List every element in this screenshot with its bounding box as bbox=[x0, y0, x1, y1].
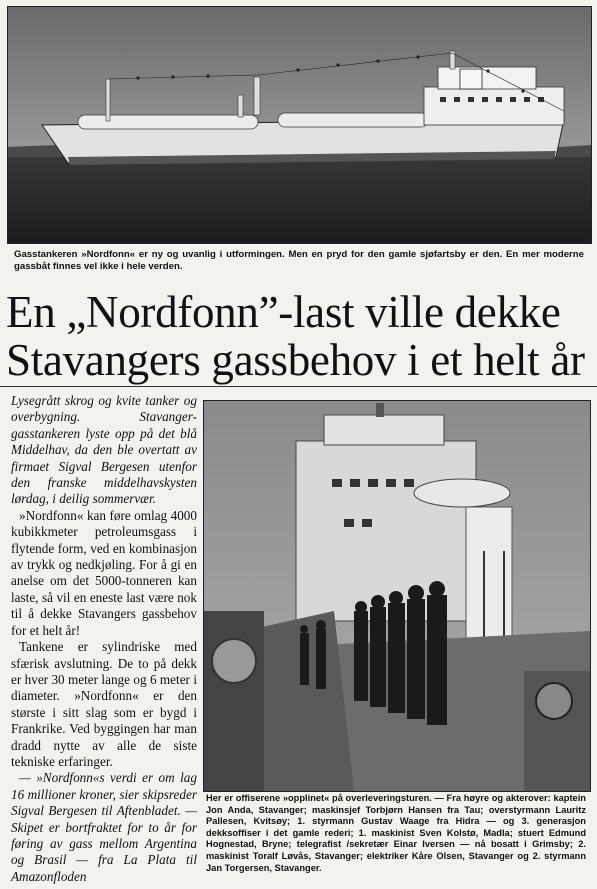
officers-photo-caption: Her er offiserene »opplinet« på overleveringsturen. — Fra høyre og akterover: kaptein Jon Anda, Stavanger; maskinsjef Torbjørn Hansen fra Tau; overstyrmann Lauritz Pallesen, Kvitsøy; 1. styrmann Gustav Waage fra Hidra — og 3. generasjon dekksoffiser i det gamle rederi; 1. maskinist Sven Kolstø, Madla; stuert Edmund Hognestad, Bryne; telegrafist /sekretær Einar Iversen — nå bosatt i Grimsby; 2. maskinist Toralf Løvås, Stavanger; elektriker Kåre Olsen, Stavanger og 2. styrmann Jan Torgersen, Stavanger. bbox=[206, 793, 586, 873]
headline-line-1: En „Nordfonn”-last ville dekke bbox=[6, 287, 561, 337]
article-paragraph-3: — »Nordfonn«s verdi er om lag 16 millioner kroner, sier skipsreder Sigval Bergesen til Aftenbladet. — Skipet er bortfraktet for to år for føring av gass mellom Argentina og Brasil — fra La Plata til Amazonfloden bbox=[11, 770, 197, 884]
headline-rule bbox=[0, 386, 597, 387]
headline-line-2: Stavangers gassbehov i et helt år bbox=[6, 335, 585, 385]
officers-illustration bbox=[204, 401, 590, 791]
article-paragraph-1: »Nordfonn« kan føre omlag 4000 kubikkmeter petroleumsgass i flytende form, ved en kombinasjon av trykk og nedkjøling. For å gi en anelse om det 5000-tonneren kan laste, så vil en eneste last være nok til å dekke Stavangers gassbehov for et helt år! bbox=[11, 507, 197, 638]
article-column bbox=[11, 393, 197, 885]
article-lead: Lysegrått skrog og kvite tanker og overbygning. Stavanger-gasstankeren lyste opp på det blå Middelhav, da den ble overtatt av firmaet Sigval Bergesen utenfor den franske middelhavskysten lørdag, i deilig sommervær. bbox=[11, 393, 197, 507]
tanker-photo-caption: Gasstankeren »Nordfonn« er ny og uvanlig i utformingen. Men en pryd for den gamle sjøfartsby er den. En mer moderne gassbåt finnes vel ikke i hele verden. bbox=[14, 249, 584, 272]
tanker-illustration bbox=[8, 7, 591, 243]
tanker-photo bbox=[7, 6, 592, 244]
officers-photo bbox=[203, 400, 591, 792]
article-paragraph-2: Tankene er sylindriske med sfærisk avslutning. De to på dekk er hver 30 meter lange og 6 meter i diameter. »Nordfonn« er den største i sitt slag som er bygd i Frankrike. Ved byggingen har man dradd nytte av alle de siste tekniske erfaringer. bbox=[11, 639, 197, 769]
